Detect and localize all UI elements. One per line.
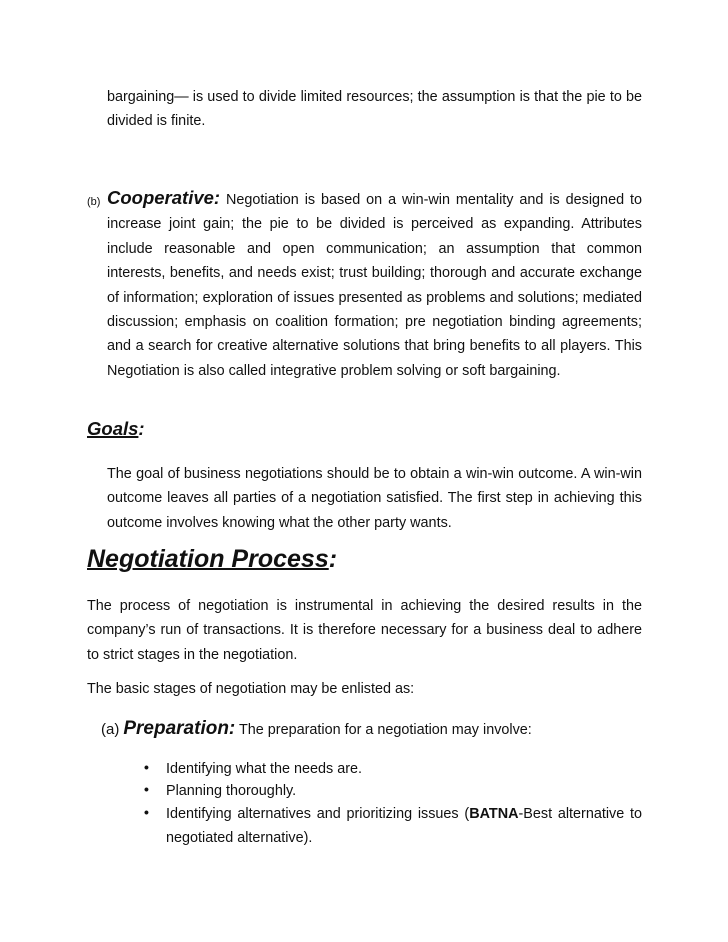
- bullet-dot-3: •: [144, 804, 149, 820]
- bullet-dot-2: •: [144, 781, 149, 797]
- goals-paragraph: The goal of business negotiations should be to obtain a win-win outcome. A win-win outcome leaves all parties of a negotiation satisfied. The first step in achieving this outcome involves knowing what the other party wants.: [107, 466, 642, 531]
- bullet-item-3-after: -Best alternative to negotiated alternative).: [166, 806, 642, 847]
- preparation-line: [101, 717, 532, 742]
- cooperative-text: Negotiation is based on a win-win mentality and is designed to increase joint gain; the pie to be divided is perceived as expanding. Attributes include reasonable and open communication; an assumption that common interests, benefits, and needs exist; trust building; thorough and accurate exchange of information; exploration of issues presented as problems and solutions; mediated discussion; emphasis on coalition formation; pre negotiation binding agreements; and a search for creative alternative solutions that bring benefits to all players. This Negotiation is also called integrative problem solving or soft bargaining.: [107, 192, 642, 379]
- cooperative-paragraph: [107, 186, 642, 383]
- intro-paragraph: bargaining— is used to divide limited resources; the assumption is that the pie to be divided is finite.: [107, 89, 642, 130]
- bullet-dot-1: •: [144, 759, 149, 775]
- bullet-item-1: Identifying what the needs are.: [166, 761, 363, 777]
- negotiation-process-paragraph: The process of negotiation is instrumental in achieving the desired results in the company’s run of transactions. It is therefore necessary for a business deal to adhere to strict stages in the negotiation.: [87, 598, 642, 663]
- preparation-text: The preparation for a negotiation may involve:: [235, 722, 532, 738]
- cooperative-term: Cooperative:: [107, 187, 221, 208]
- cooperative-marker: (b): [87, 196, 101, 208]
- goals-heading-text: Goals: [87, 418, 139, 439]
- bullet-item-2: Planning thoroughly.: [166, 783, 297, 799]
- negotiation-process-heading-text: Negotiation Process: [87, 545, 329, 573]
- bullet-item-3: [166, 802, 642, 851]
- negotiation-process-heading-colon: :: [328, 545, 338, 573]
- preparation-term: Preparation:: [123, 718, 236, 739]
- stages-paragraph: The basic stages of negotiation may be enlisted as:: [87, 681, 415, 697]
- negotiation-process-heading: [87, 545, 337, 574]
- batna-term: BATNA: [469, 806, 519, 822]
- bullet-item-3-before: Identifying alternatives and prioritizing issues (: [166, 806, 470, 822]
- goals-heading: [87, 418, 145, 440]
- preparation-marker: (a): [101, 721, 120, 738]
- goals-heading-colon: :: [138, 418, 145, 439]
